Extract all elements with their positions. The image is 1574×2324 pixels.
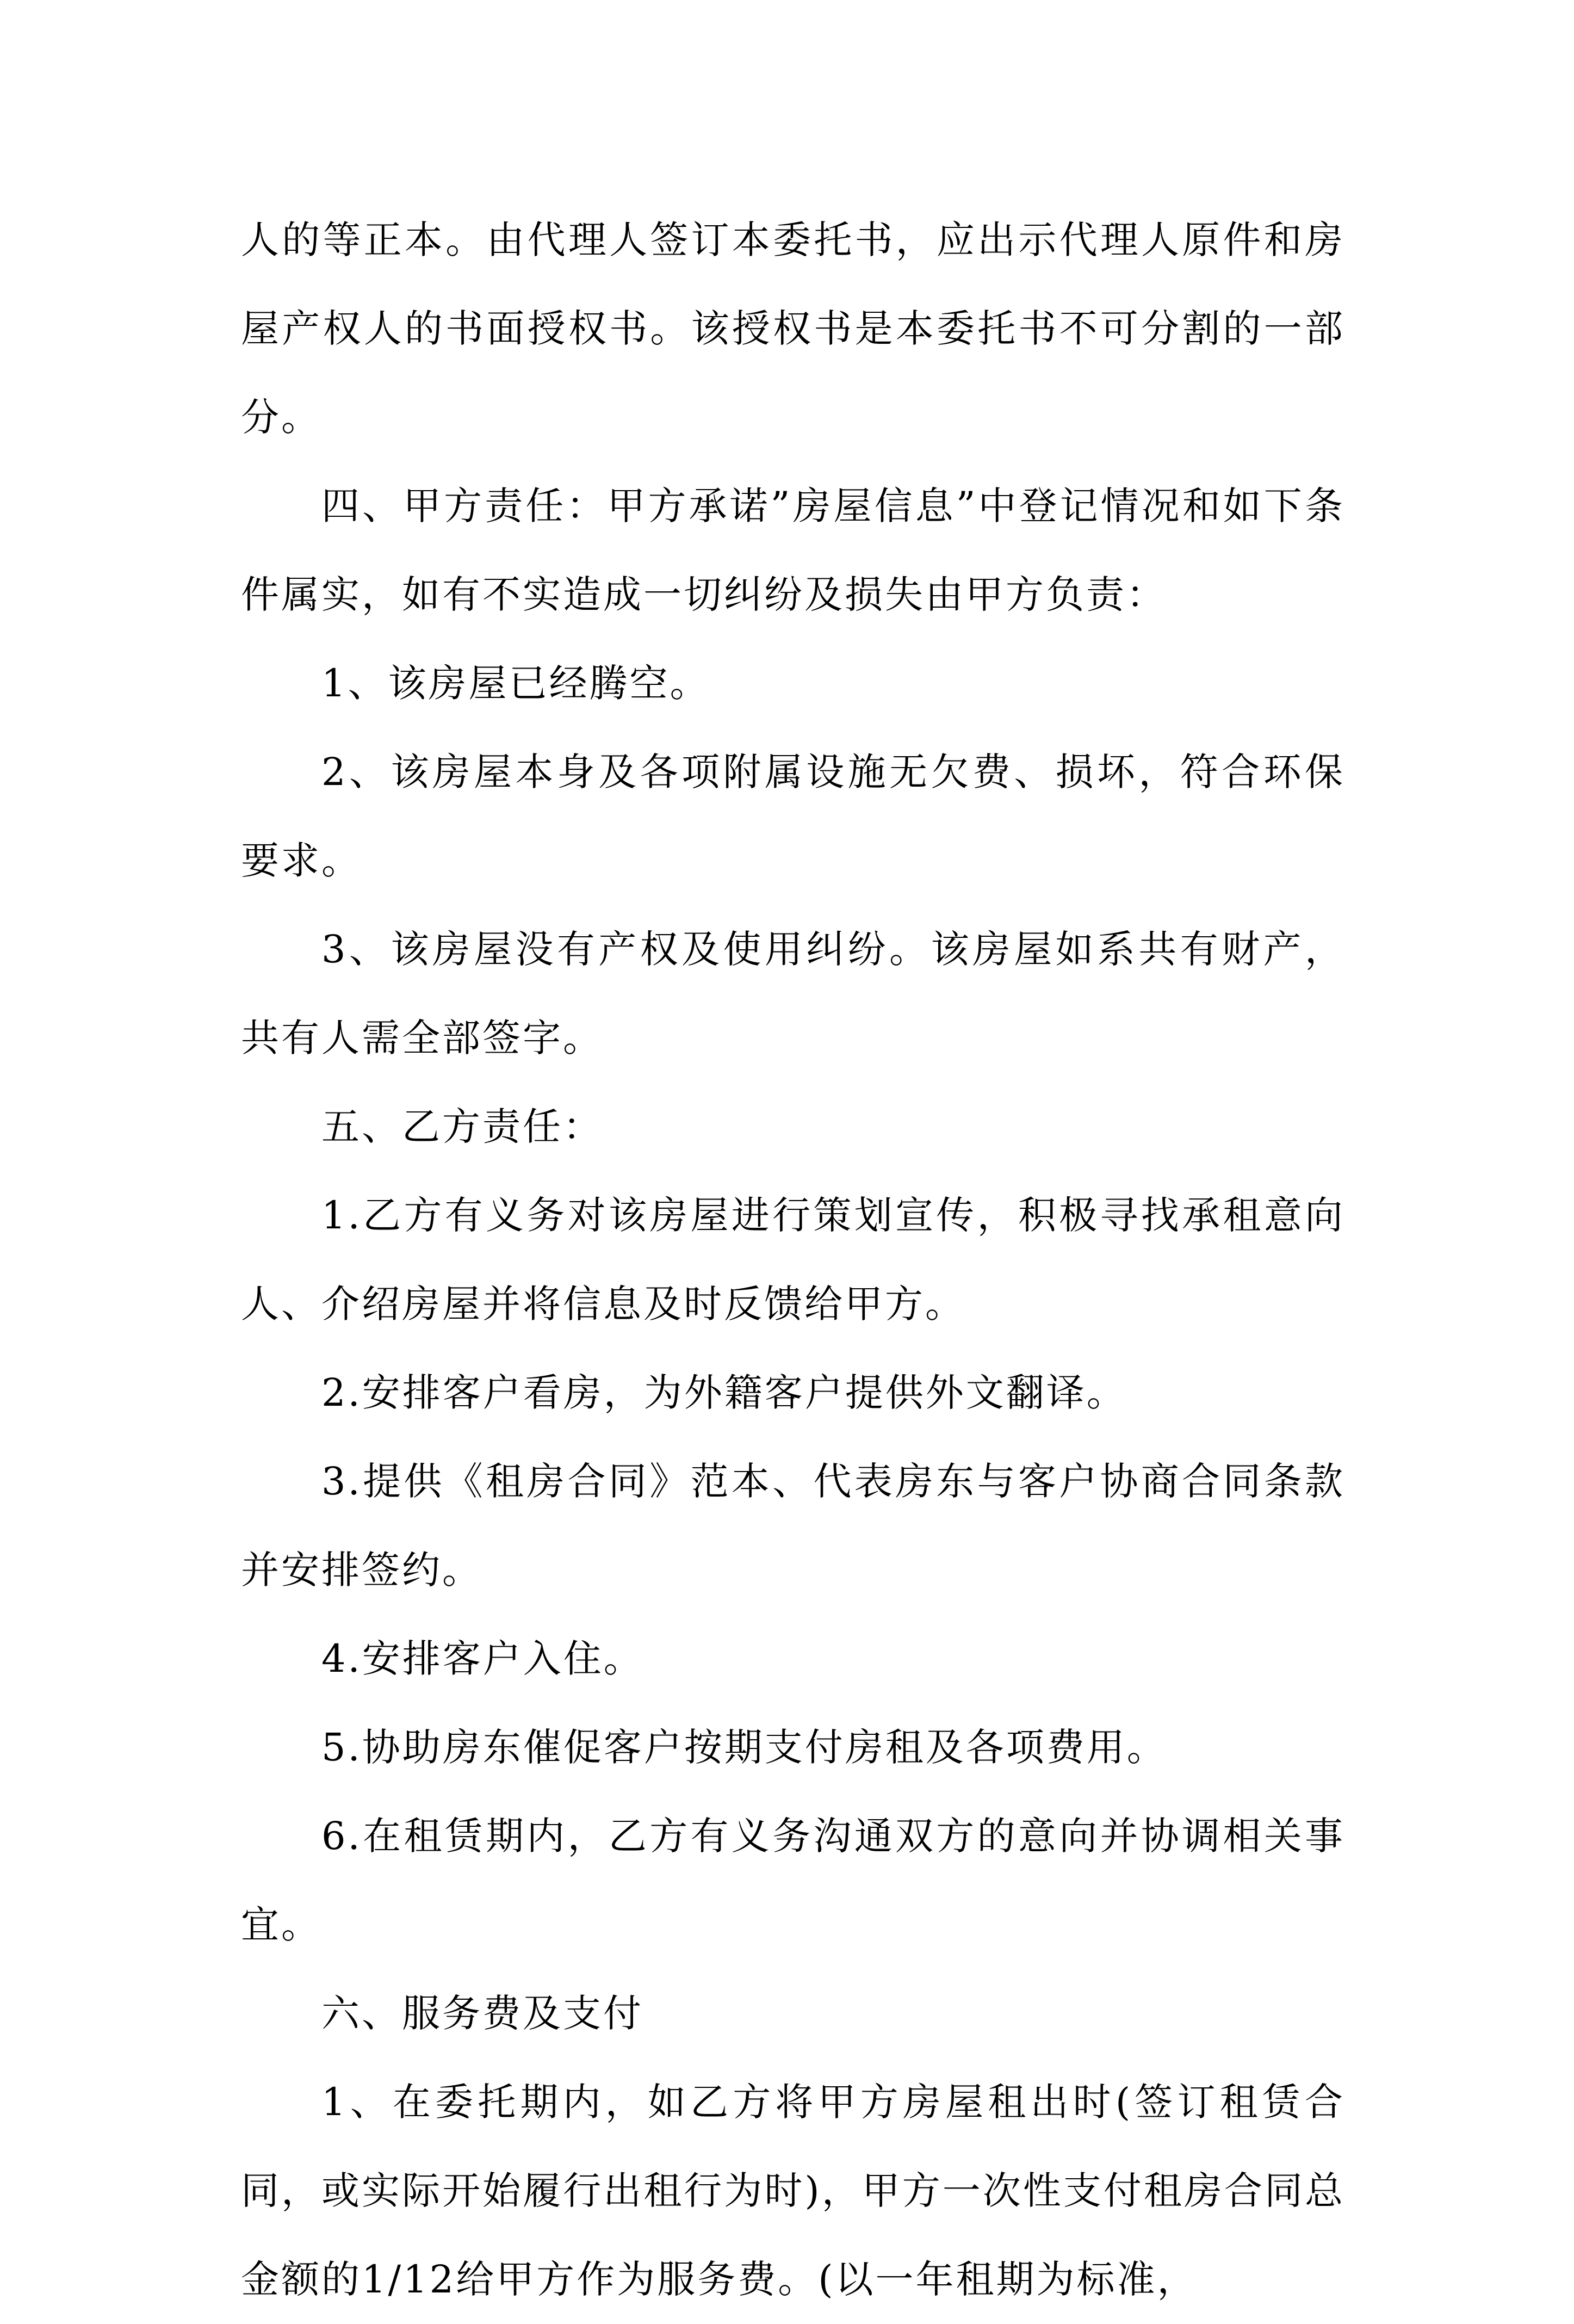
- paragraph-section-5-item-4: 4.安排客户入住。: [321, 1636, 644, 1681]
- paragraph-section-4-item-3: 3、该房屋没有产权及使用纠纷。该房屋如系共有财产，共有人需全部签字。: [241, 927, 1345, 1060]
- paragraph-section-5-item-3: 3.提供《租房合同》范本、代表房东与客户协商合同条款并安排签约。: [241, 1459, 1345, 1592]
- paragraph-section-5-item-2: 2.安排客户看房，为外籍客户提供外文翻译。: [321, 1370, 1127, 1415]
- paragraph-section-5-item-1: 1.乙方有义务对该房屋进行策划宣传，积极寻找承租意向人、介绍房屋并将信息及时反馈给甲方。: [241, 1193, 1345, 1326]
- paragraph-section-5-item-6: 6.在租赁期内，乙方有义务沟通双方的意向并协调相关事宜。: [241, 1814, 1345, 1947]
- paragraph-section-4-item-2: 2、该房屋本身及各项附属设施无欠费、损坏，符合环保要求。: [241, 750, 1345, 883]
- paragraph-continuation: 人的等正本。由代理人签订本委托书，应出示代理人原件和房屋产权人的书面授权书。该授权书是本委托书不可分割的一部分。: [241, 218, 1345, 440]
- paragraph-section-4-heading: 四、甲方责任：甲方承诺”房屋信息”中登记情况和如下条件属实，如有不实造成一切纠纷及损失由甲方负责：: [241, 484, 1345, 617]
- paragraph-section-5-heading: 五、乙方责任：: [321, 1104, 603, 1149]
- paragraph-section-5-item-5: 5.协助房东催促客户按期支付房租及各项费用。: [321, 1725, 1167, 1770]
- paragraph-section-6-heading: 六、服务费及支付: [321, 1991, 643, 2036]
- paragraph-section-4-item-1: 1、该房屋已经腾空。: [321, 661, 710, 706]
- paragraph-section-6-item-1: 1、在委托期内，如乙方将甲方房屋租出时(签订租赁合同，或实际开始履行出租行为时)，甲方一次性支付租房合同总金额的1/12给甲方作为服务费。(以一年租期为标准，: [241, 2080, 1345, 2302]
- document-body: [241, 196, 1345, 2324]
